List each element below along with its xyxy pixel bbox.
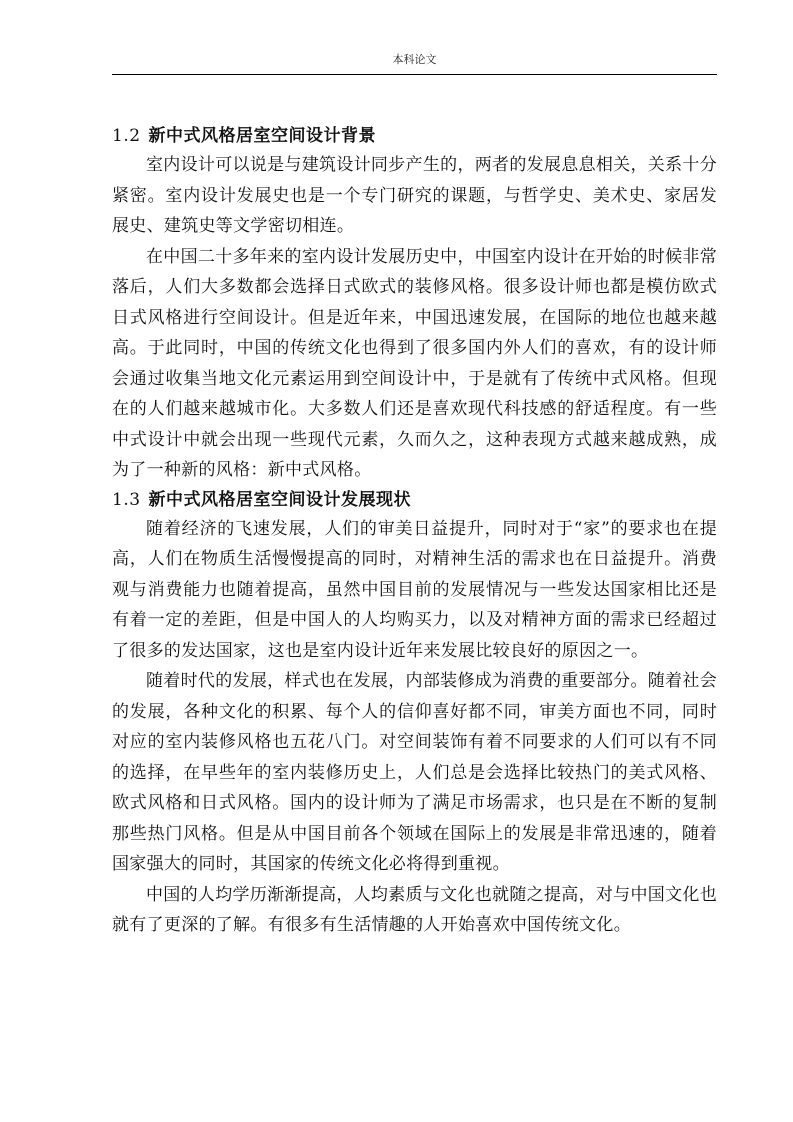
- running-header-title: 本科论文: [392, 53, 437, 66]
- paragraph: 在中国二十多年来的室内设计发展历史中，中国室内设计在开始的时候非常落后，人们大多数都会选择日式欧式的装修风格。很多设计师也都是模仿欧式日式风格进行空间设计。但是近年来，中国迅速发展，在国际的地位也越来越高。于此同时，中国的传统文化也得到了很多国内外人们的喜欢，有的设计师会通过收集当地文化元素运用到空间设计中，于是就有了传统中式风格。但现在的人们越来越城市化。大多数人们还是喜欢现代科技感的舒适程度。有一些中式设计中就会出现一些现代元素，久而久之，这种表现方式越来越成熟，成为了一种新的风格：新中式风格。: [112, 246, 717, 480]
- section-number: 1.3: [112, 489, 141, 510]
- document-body: [112, 122, 717, 941]
- section-title: 新中式风格居室空间设计发展现状: [148, 489, 412, 510]
- paragraph: 随着经济的飞速发展，人们的审美日益提升，同时对于“家”的要求也在提高，人们在物质生活慢慢提高的同时，对精神生活的需求也在日益提升。消费观与消费能力也随着提高，虽然中国目前的发展情况与一些发达国家相比还是有着一定的差距，但是中国人的人均购买力，以及对精神方面的需求已经超过了很多的发达国家，这也是室内设计近年来发展比较良好的原因之一。: [112, 518, 717, 661]
- paragraph: 随着时代的发展，样式也在发展，内部装修成为消费的重要部分。随着社会的发展，各种文化的积累、每个人的信仰喜好都不同，审美方面也不同，同时对应的室内装修风格也五花八门。对空间装饰有着不同要求的人们可以有不同的选择，在早些年的室内装修历史上，人们总是会选择比较热门的美式风格、欧式风格和日式风格。国内的设计师为了满足市场需求，也只是在不断的复制那些热门风格。但是从中国目前各个领域在国际上的发展是非常迅速的，随着国家强大的同时，其国家的传统文化必将得到重视。: [112, 671, 717, 874]
- section-title: 新中式风格居室空间设计背景: [148, 126, 377, 146]
- paragraph: 中国的人均学历渐渐提高，人均素质与文化也就随之提高，对与中国文化也就有了更深的了解。有很多有生活情趣的人开始喜欢中国传统文化。: [112, 884, 717, 935]
- section-heading-1-2: [112, 122, 717, 150]
- section-number: 1.2: [112, 126, 141, 146]
- paragraph: 室内设计可以说是与建筑设计同步产生的，两者的发展息息相关，关系十分紧密。室内设计发展史也是一个专门研究的课题，与哲学史、美术史、家居发展史、建筑史等文学密切相连。: [112, 155, 717, 236]
- running-header: [112, 52, 717, 75]
- section-heading-1-3: [112, 486, 717, 514]
